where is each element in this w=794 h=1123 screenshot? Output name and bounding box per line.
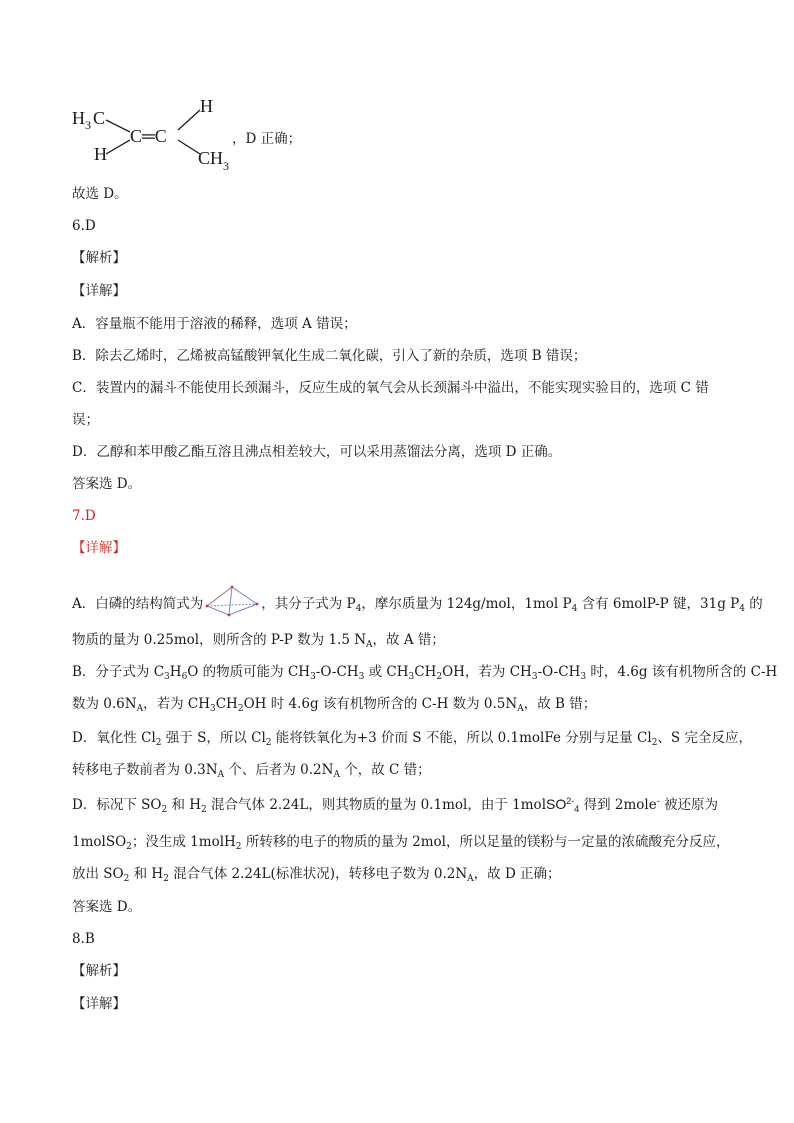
h3c-c: C (93, 108, 106, 128)
bond-lower-right (178, 140, 200, 154)
ch3-sub: 3 (223, 159, 229, 173)
answer-6-number: 6.D (72, 218, 96, 234)
h-top: H (200, 96, 213, 116)
section-detail-8: 【详解】 (72, 996, 126, 1012)
ch3-c: CH (198, 148, 224, 168)
answer-7-number: 7.D (72, 508, 96, 524)
line-21: 放出 $SO_2$ 和 $H_2$ 混合气体 2.24L(标准状况)，转移电子数为 $0.2N_A$，故 D 正确； (72, 866, 561, 884)
double-bond: C═C (130, 126, 167, 146)
section-analysis-8: 【解析】 (72, 963, 126, 979)
line-6: B．除去乙烯时，乙烯被高锰酸钾氧化生成二氧化碳，引入了新的杂质，选项 B 错误； (72, 348, 587, 364)
line-19: D．标况下 $SO_2$ 和 $H_2$ 混合气体 2.24L，则其物质的量为 0.1mol，由于 1molSO$^{2-}_4$ 得到 2mole- 被还原为 (72, 796, 719, 815)
line-9: D．乙醇和苯甲酸乙酯互溶且沸点相差较大，可以采用蒸馏法分离，选项 D 正确。 (72, 444, 562, 460)
line-16: 数为 $0.6N_A$，若为 $CH_3CH_2OH$ 时 4.6g 该有机物所含的 C-H 数为 $0.5N_A$，故 B 错； (72, 696, 597, 714)
p4-tetrahedron-image (203, 584, 261, 618)
line-17: D．氧化性 $Cl_2$ 强于 S，所以 $Cl_2$ 能将铁氧化为+3 价而 S 不能，所以 0.1molFe 分别与足量 $Cl_2$、S 完全反应， (72, 730, 752, 748)
section-detail-7: 【详解】 (72, 540, 126, 556)
line-13: A．白磷的结构简式为 ，其分子式为 $P_4$，摩尔质量为 124g/mol，1mol $P_4$ 含有 6molP-P 键，31g $P_4$ 的 (72, 584, 763, 618)
line-5: A．容量瓶不能用于溶液的稀释，选项 A 错误； (72, 316, 357, 332)
line-20: 1molSO$_2$；没生成 1molH$_2$ 所转移的电子的物质的量为 2mol，所以足量的镁粉与一定量的浓硫酸充分反应， (72, 834, 730, 852)
line-7: C．装置内的漏斗不能使用长颈漏斗，反应生成的氧气会从长颈漏斗中溢出，不能实现实验目的，选项 C 错 (72, 380, 709, 396)
line-10: 答案选 D。 (72, 476, 142, 492)
line-15: B．分子式为 $C_3H_6O$ 的物质可能为 $CH_3-O-CH_3$ 或 $CH_3CH_2OH$，若为 $CH_3-O-CH_3$ 时，4.6g 该有机物所含的 C-H (72, 664, 778, 682)
bond-upper-right (178, 110, 200, 130)
h-left: H (94, 144, 107, 164)
answer-8-number: 8.B (72, 931, 95, 947)
bond-lower-left (106, 140, 130, 154)
line-22: 答案选 D。 (72, 899, 142, 915)
h3c-h: H (72, 108, 85, 128)
bond-upper-left (106, 120, 130, 132)
sulfate-ion-formula: $SO^{2-}_4$ (546, 796, 580, 814)
line-18: 转移电子数前者为 $0.3N_A$ 个、后者为 $0.2N_A$ 个，故 C 错； (72, 762, 431, 780)
h3c-sub: 3 (85, 118, 91, 132)
section-analysis: 【解析】 (72, 250, 126, 266)
line-8: 误； (72, 412, 99, 428)
structure-note: ，D 正确； (232, 131, 302, 147)
line-1: 故选 D。 (72, 186, 128, 202)
section-detail: 【详解】 (72, 283, 126, 299)
line-14: 物质的量为 0.25mol，则所含的 P-P 数为 1.5 $N_A$，故 A 错； (72, 632, 445, 650)
